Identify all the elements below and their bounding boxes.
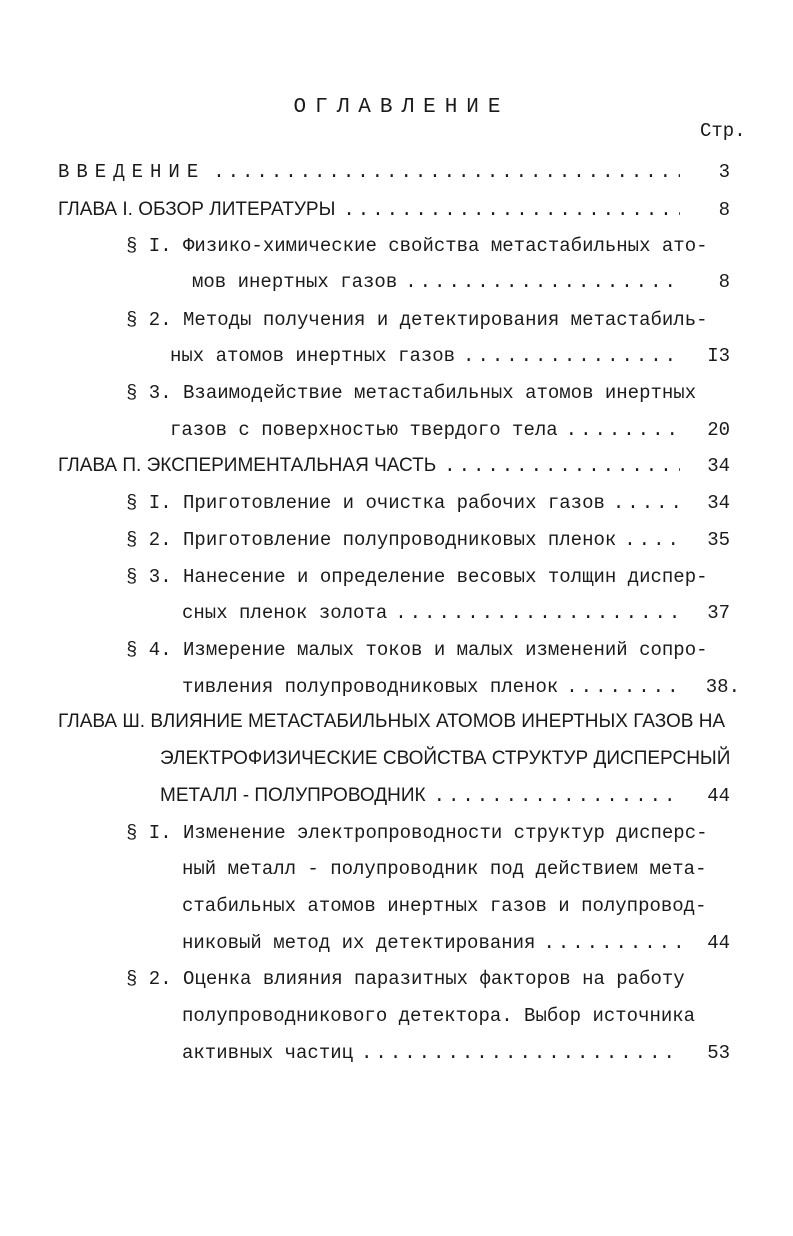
leader-dots	[444, 454, 680, 478]
leader-dots	[566, 418, 680, 442]
toc-entry-chapter-3[interactable]	[160, 784, 688, 808]
toc-entry-label: ГЛАВА I. ОБЗОР ЛИТЕРАТУРЫ	[58, 199, 336, 220]
toc-entry-ch2-s2[interactable]	[126, 528, 688, 552]
page-column-header: Стр.	[700, 120, 746, 142]
toc-entry-ch1-s2[interactable]	[170, 344, 688, 368]
toc-entry-intro[interactable]	[58, 160, 688, 184]
leader-dots	[343, 198, 680, 222]
toc-entry-ch3-s1-line2[interactable]: ный металл - полупроводник под действием мета-	[182, 858, 707, 880]
toc-page-number: 35	[707, 529, 730, 551]
leader-dots	[463, 344, 680, 368]
toc-entry-ch1-s3[interactable]	[170, 418, 688, 442]
toc-entry-label: сных пленок золота	[182, 602, 388, 624]
toc-entry-ch3-line2[interactable]: ЭЛЕКТРОФИЗИЧЕСКИЕ СВОЙСТВА СТРУКТУР ДИСПЕРСНЫЙ	[160, 748, 731, 769]
leader-dots	[361, 1041, 680, 1065]
toc-entry-label: ГЛАВА П. ЭКСПЕРИМЕНТАЛЬНАЯ ЧАСТЬ	[58, 455, 437, 476]
toc-entry-ch3-s2-line2[interactable]: полупроводникового детектора. Выбор источника	[182, 1005, 696, 1027]
toc-page-number: 8	[718, 199, 730, 221]
toc-entry-ch2-s3[interactable]	[182, 601, 688, 625]
toc-page-number: 3	[718, 161, 730, 183]
toc-entry-ch3-s2[interactable]	[182, 1041, 688, 1065]
page-title: ОГЛАВЛЕНИЕ	[293, 96, 510, 119]
toc-entry-label: ных атомов инертных газов	[170, 345, 456, 367]
leader-dots	[434, 784, 680, 808]
toc-entry-ch3-s2-line1[interactable]: § 2. Оценка влияния паразитных факторов на работу	[126, 968, 685, 990]
toc-entry-label: активных частиц	[182, 1042, 354, 1064]
toc-entry-ch2-s4-line1[interactable]: § 4. Измерение малых токов и малых изменений сопро-	[126, 639, 708, 661]
toc-entry-label: мов инертных газов	[192, 271, 398, 293]
leader-dots	[624, 528, 680, 552]
toc-entry-ch3-s1-line1[interactable]: § I. Изменение электропроводности структур дисперс-	[126, 822, 708, 844]
toc-entry-ch1-s2-line1[interactable]: § 2. Методы получения и детектирования метастабиль-	[126, 309, 708, 331]
leader-dots	[566, 675, 680, 699]
toc-entry-ch2-s4[interactable]	[182, 675, 688, 699]
leader-dots	[213, 160, 680, 184]
leader-dots	[395, 601, 680, 625]
leader-dots	[543, 931, 680, 955]
toc-entry-chapter-2[interactable]	[58, 454, 688, 478]
leader-dots	[613, 491, 680, 515]
toc-entry-label: § I. Приготовление и очистка рабочих газов	[126, 492, 605, 514]
toc-page-number: 53	[707, 1042, 730, 1064]
leader-dots	[405, 270, 680, 294]
toc-entry-ch3-line1[interactable]: ГЛАВА Ш. ВЛИЯНИЕ МЕТАСТАБИЛЬНЫХ АТОМОВ ИНЕРТНЫХ ГАЗОВ НА	[58, 711, 726, 732]
toc-entry-label: § 2. Приготовление полупроводниковых пленок	[126, 529, 617, 551]
toc-page-number: 44	[707, 785, 730, 807]
toc-page-number: 38.	[705, 676, 740, 698]
toc-entry-ch2-s3-line1[interactable]: § 3. Нанесение и определение весовых толщин диспер-	[126, 566, 708, 588]
toc-entry-chapter-1[interactable]	[58, 198, 688, 222]
toc-page-number: 37	[707, 602, 730, 624]
toc-entry-ch3-s1-line3[interactable]: стабильных атомов инертных газов и полупровод-	[182, 895, 707, 917]
toc-page-number: 34	[707, 455, 730, 477]
toc-entry-label: никовый метод их детектирования	[182, 932, 536, 954]
toc-page-number: 34	[707, 492, 730, 514]
toc-entry-label: ВВЕДЕНИЕ	[58, 161, 206, 183]
toc-entry-label: МЕТАЛЛ - ПОЛУПРОВОДНИК	[160, 785, 426, 806]
toc-entry-ch2-s1[interactable]	[126, 491, 688, 515]
toc-entry-ch1-s1-line1[interactable]: § I. Физико-химические свойства метастабильных ато-	[126, 235, 708, 257]
toc-page-number: 20	[707, 419, 730, 441]
toc-page-number: 44	[707, 932, 730, 954]
toc-page-number: 8	[718, 271, 730, 293]
toc-entry-label: тивления полупроводниковых пленок	[182, 676, 559, 698]
toc-entry-label: газов с поверхностью твердого тела	[170, 419, 558, 441]
toc-entry-ch3-s1[interactable]	[182, 931, 688, 955]
toc-page-number: I3	[707, 345, 730, 367]
toc-entry-ch1-s1[interactable]	[192, 270, 688, 294]
toc-entry-ch1-s3-line1[interactable]: § 3. Взаимодействие метастабильных атомов инертных	[126, 382, 697, 404]
